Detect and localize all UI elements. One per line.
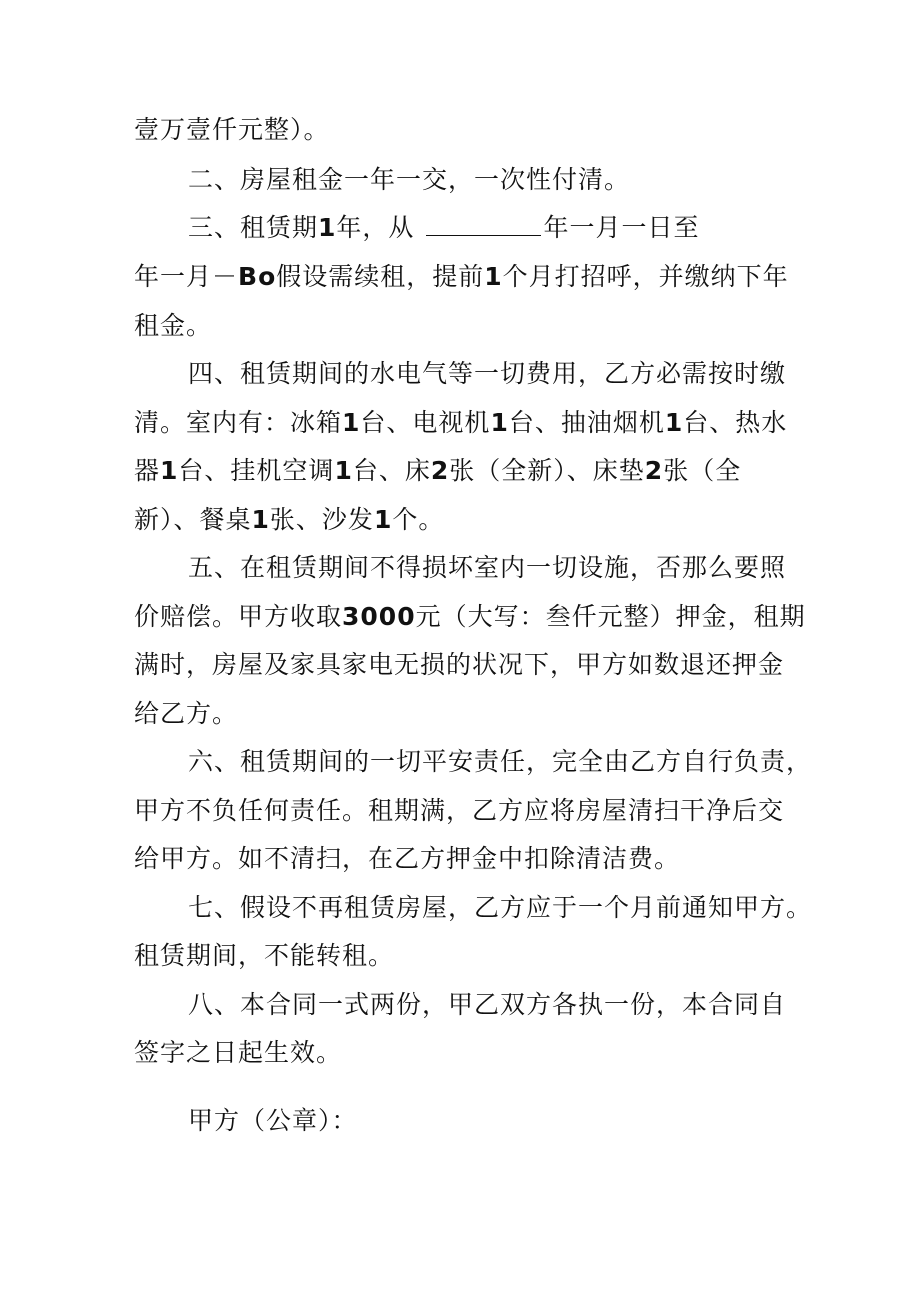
clause-3-line-1 (188, 213, 699, 243)
clause-7-line-2: 租赁期间，不能转租。 (134, 941, 395, 970)
clause-5-line-3: 满时，房屋及家具家电无损的状况下，甲方如数退还押金 (134, 650, 785, 679)
clause-8-line-2: 签字之日起生效。 (134, 1038, 343, 1067)
clause-8-line-1: 八、本合同一式两份，甲乙双方各执一份，本合同自 (188, 990, 787, 1019)
clause-5-line-1: 五、在租赁期间不得损坏室内一切设施，否那么要照 (188, 553, 787, 582)
clause-6-line-1: 六、租赁期间的一切平安责任，完全由乙方自行负责， (188, 747, 813, 776)
party-a-seal-label: 甲方（公章）： (188, 1106, 358, 1135)
clause-5-line-2: 价赔偿。甲方收取3000元（大写：叁仟元整）押金，租期 (134, 602, 806, 631)
clause-6-line-2: 甲方不负任何责任。租期满，乙方应将房屋清扫干净后交 (134, 796, 785, 825)
clause-3-text-a: 三、租赁期1年，从 (188, 213, 415, 242)
clause-3-line-2: 年一月－Bo假设需续租，提前1个月打招呼，并缴纳下年 (134, 262, 789, 291)
clause-6-line-3: 给甲方。如不清扫，在乙方押金中扣除清洁费。 (134, 844, 681, 873)
clause-3-line-3: 租金。 (134, 311, 213, 340)
clause-7-line-1: 七、假设不再租赁房屋，乙方应于一个月前通知甲方。 (188, 893, 813, 922)
clause-3-text-b: 年一月一日至 (543, 213, 700, 242)
clause-2: 二、房屋租金一年一交，一次性付清。 (188, 165, 631, 194)
text-line-1: 壹万壹仟元整）。 (134, 115, 330, 144)
clause-4-line-1: 四、租赁期间的水电气等一切费用，乙方必需按时缴 (188, 359, 787, 388)
blank-fill-line (426, 213, 541, 236)
clause-5-line-4: 给乙方。 (134, 699, 239, 728)
clause-4-line-4: 新）、餐桌1张、沙发1个。 (134, 505, 445, 534)
clause-4-line-2: 清。室内有：冰箱1台、电视机1台、抽油烟机1台、热水 (134, 408, 788, 437)
clause-4-line-3: 器1台、挂机空调1台、床2张（全新）、床垫2张（全 (134, 456, 742, 485)
